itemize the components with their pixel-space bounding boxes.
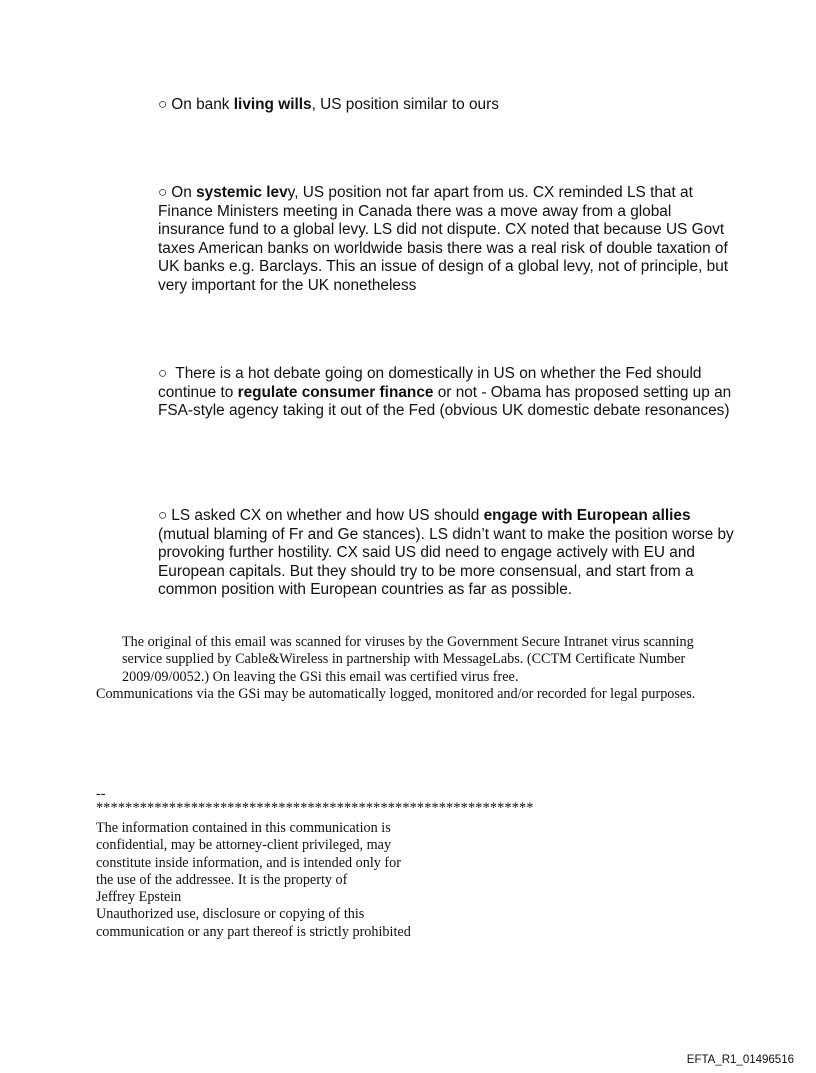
bullet-text-pre: On (171, 184, 197, 201)
disclaimer-line: the use of the addressee. It is the property of (96, 871, 348, 888)
disclaimer-line: constitute inside information, and is intended only for (96, 854, 401, 871)
bullet-text-pre: On bank (171, 96, 234, 113)
bullet-european-allies (158, 507, 738, 600)
disclaimer-line: confidential, may be attorney-client privileged, may (96, 837, 392, 854)
disclaimer-owner: Jeffrey Epstein (96, 889, 182, 906)
gsi-logging-notice: Communications via the GSi may be automatically logged, monitored and/or recorded for legal purposes. (96, 685, 696, 702)
separator-line: ************************************************************ (96, 800, 534, 816)
bullet-circle-icon: ○ (158, 96, 168, 113)
bullet-text-pre: There is a hot debate going on domestically in US on whether the Fed should continue to (158, 365, 702, 401)
bullet-text-post: y, US position not far apart from us. CX reminded LS that at Finance Ministers meeting in Canada there was a move away from a global insurance fund to a global levy. LS did not dispute. CX noted that because US Govt taxes American banks on worldwide basis there was a real risk of double taxation of UK banks e.g. Barclays. This an issue of design of a global levy, not of principle, but very important for the UK nonetheless (158, 184, 729, 294)
bullet-text-post: , US position similar to ours (311, 96, 499, 113)
bullet-consumer-finance (158, 365, 738, 421)
bullet-circle-icon: ○ (158, 365, 168, 382)
confidentiality-disclaimer (96, 820, 516, 941)
bullet-text-post: (mutual blaming of Fr and Ge stances). LS didn’t want to make the position worse by provoking further hostility. CX said US did need to engage actively with EU and European capitals. But they should try to be more consensual, and start from a common position with European countries as far as possible. (158, 525, 734, 599)
bullet-text-bold: living wills (233, 96, 312, 113)
bullet-text-bold: regulate consumer finance (237, 383, 434, 401)
gsi-scan-notice: The original of this email was scanned for viruses by the Government Secure Intranet virus scanning service supplied by Cable&Wireless in partnership with MessageLabs. (CCTM Certificate Number 2009/09/0052.) On leaving the GSi this email was certified virus free. (122, 634, 694, 685)
bullet-circle-icon: ○ (158, 507, 168, 524)
bullet-circle-icon: ○ (158, 184, 168, 201)
bullet-text-bold: engage with European allies (483, 507, 691, 524)
disclaimer-line: The information contained in this communication is (96, 820, 391, 836)
bates-number: EFTA_R1_01496516 (686, 1054, 794, 1066)
signature-dash: -- (96, 786, 106, 802)
disclaimer-line: Unauthorized use, disclosure or copying of this (96, 906, 365, 923)
bullet-living-wills (158, 96, 738, 115)
disclaimer-line: communication or any part thereof is strictly prohibited (96, 923, 411, 940)
gsi-virus-notice (96, 634, 736, 703)
bullet-text-bold: systemic lev (196, 184, 288, 201)
bullet-systemic-levy (158, 184, 738, 296)
bullet-text-pre: LS asked CX on whether and how US should (171, 507, 484, 524)
bullet-text-post: or not - Obama has proposed setting up an FSA-style agency taking it out of the Fed (obvious UK domestic debate resonances) (158, 383, 732, 420)
